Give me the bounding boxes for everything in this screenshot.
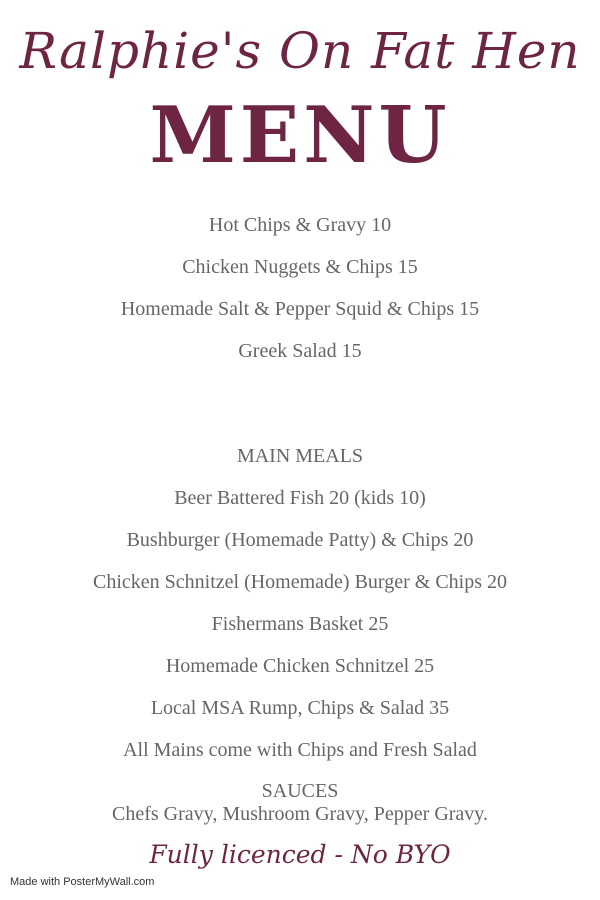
sauce-list: Chefs Gravy, Mushroom Gravy, Pepper Gravy.: [111, 803, 489, 825]
restaurant-name: Ralphie's On Fat Hen: [19, 22, 581, 80]
licence-note: Fully licenced - No BYO: [149, 840, 451, 869]
mains-note: All Mains come with Chips and Fresh Salad: [123, 739, 477, 761]
menu-item: Hot Chips & Gravy 10: [208, 214, 392, 236]
menu-title: MENU: [149, 90, 451, 181]
menu-item: Chicken Nuggets & Chips 15: [182, 256, 418, 278]
menu-item: Homemade Salt & Pepper Squid & Chips 15: [120, 298, 480, 320]
menu-item: Beer Battered Fish 20 (kids 10): [174, 487, 426, 509]
menu-item: Homemade Chicken Schnitzel 25: [165, 655, 435, 677]
menu-item: Local MSA Rump, Chips & Salad 35: [150, 697, 450, 719]
section-heading: SAUCES: [261, 780, 339, 802]
postermywall-credit: Made with PosterMyWall.com: [10, 876, 155, 888]
section-heading: MAIN MEALS: [236, 445, 364, 467]
menu-item: Chicken Schnitzel (Homemade) Burger & Chips 20: [93, 571, 507, 593]
menu-item: Fishermans Basket 25: [211, 613, 389, 635]
menu-item: Bushburger (Homemade Patty) & Chips 20: [126, 529, 474, 551]
menu-item: Greek Salad 15: [238, 340, 362, 362]
